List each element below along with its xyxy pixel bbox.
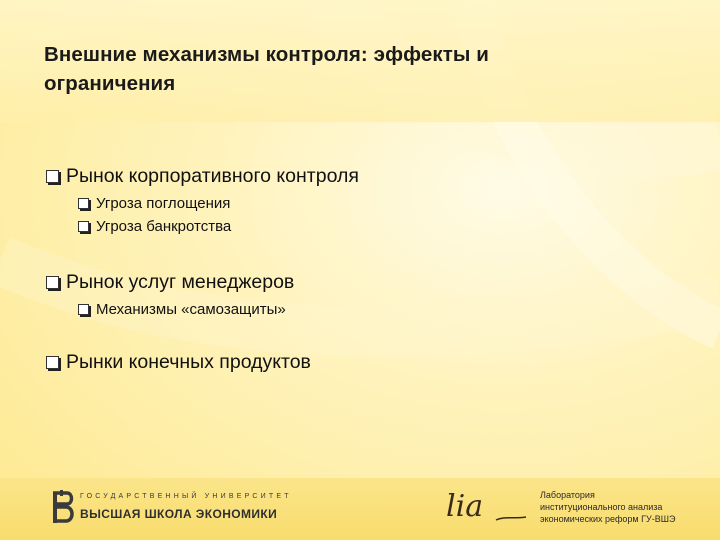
- bullet-text: Рынок услуг менеджеров: [66, 271, 295, 293]
- checkbox-bullet-icon: [46, 276, 59, 289]
- bullet-text: Рынок корпоративного контроля: [66, 165, 359, 187]
- lab-line: институционального анализа: [540, 502, 663, 512]
- hse-emblem-icon: [52, 490, 74, 524]
- lab-logo-text: lia: [446, 489, 484, 524]
- checkbox-bullet-icon: [78, 304, 89, 315]
- checkbox-bullet-icon: [46, 356, 59, 369]
- sub-bullet-item: [78, 195, 686, 212]
- checkbox-bullet-icon: [78, 221, 89, 232]
- bullet-text: Угроза банкротства: [96, 218, 232, 235]
- slide-title: Внешние механизмы контроля: эффекты и ограничения: [44, 43, 489, 95]
- bullet-text: Механизмы «самозащиты»: [96, 301, 286, 318]
- bullet-item: [46, 165, 686, 188]
- lab-description: [540, 489, 675, 525]
- bullet-text: Рынки конечных продуктов: [66, 351, 311, 373]
- bullet-text: Угроза поглощения: [96, 195, 231, 212]
- sub-bullet-item: [78, 301, 686, 318]
- bullet-item: [46, 351, 686, 374]
- checkbox-bullet-icon: [78, 198, 89, 209]
- sub-bullet-item: [78, 218, 686, 235]
- lab-line: Лаборатория: [540, 490, 595, 500]
- bullet-list: [46, 165, 686, 374]
- bullet-item: [46, 271, 686, 294]
- hse-university-label: ГОСУДАРСТВЕННЫЙ УНИВЕРСИТЕТ: [80, 493, 292, 500]
- lab-line: экономических реформ ГУ-ВШЭ: [540, 514, 676, 524]
- checkbox-bullet-icon: [46, 170, 59, 183]
- lab-logo-icon: [444, 486, 528, 526]
- hse-school-name: ВЫСШАЯ ШКОЛА ЭКОНОМИКИ: [80, 507, 278, 521]
